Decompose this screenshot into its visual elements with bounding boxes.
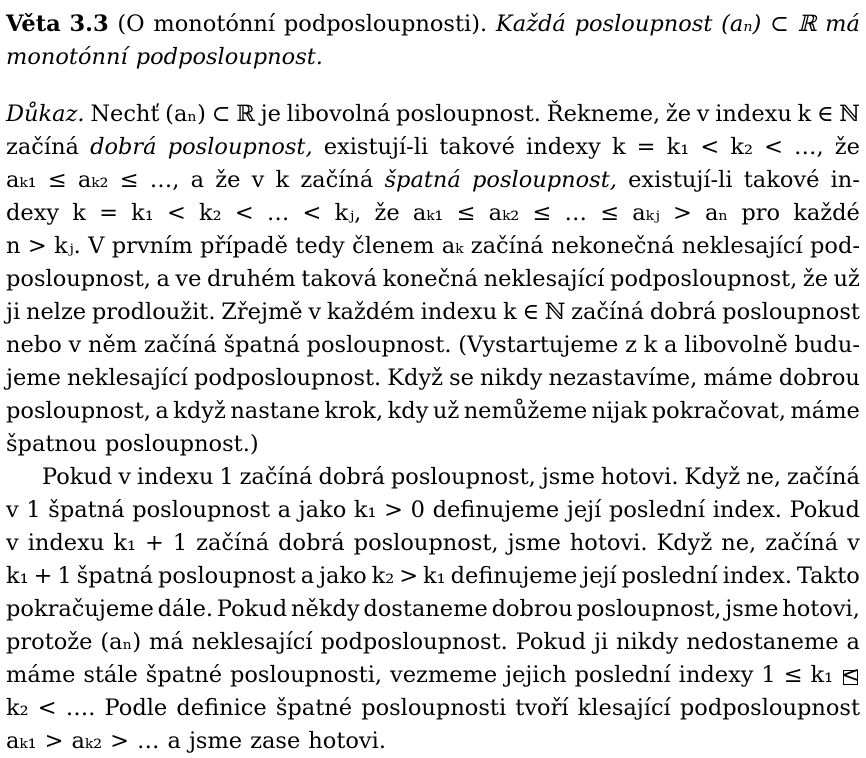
word: zase	[250, 728, 301, 754]
word: Pokud	[515, 629, 587, 655]
word: k	[611, 134, 626, 160]
word: ℝ	[236, 101, 255, 127]
word: ≤	[47, 167, 67, 193]
word: …,	[794, 134, 824, 160]
word: k	[643, 332, 658, 358]
word: indexy	[678, 662, 754, 688]
word: poslední	[574, 662, 671, 688]
word: nezastavíme,	[548, 365, 698, 391]
word: když	[173, 398, 226, 424]
word: posloupnosti	[361, 695, 507, 721]
proof-line	[6, 725, 860, 758]
theorem-statement	[6, 8, 860, 74]
word: Zřejmě	[221, 299, 303, 325]
word: špatné	[145, 662, 223, 688]
word: poslední	[608, 497, 706, 523]
word: má	[825, 11, 860, 37]
proof-line	[6, 296, 860, 329]
word: ⊂	[211, 101, 231, 127]
word: už	[432, 398, 460, 424]
word: monotónní	[153, 11, 276, 37]
word: máme	[6, 662, 76, 688]
word: existují-li	[323, 134, 429, 160]
word: k₁	[666, 134, 690, 160]
word: dále.	[157, 596, 214, 622]
proof-line	[6, 362, 860, 395]
word: máme	[790, 398, 860, 424]
word: k₂	[371, 563, 395, 589]
word: Pokud	[789, 497, 860, 523]
word: …	[266, 200, 290, 226]
proof-line	[6, 164, 860, 197]
word: a	[300, 563, 315, 589]
proof-line	[6, 461, 860, 494]
word: >	[44, 728, 64, 754]
word: V	[88, 233, 105, 259]
word: >	[110, 728, 130, 754]
word: definice	[176, 695, 267, 721]
word: ≤	[600, 200, 620, 226]
word: aₖ₁	[6, 728, 37, 754]
word: konečná	[382, 266, 479, 292]
word: Podle	[104, 695, 168, 721]
word: aₖ₁	[6, 167, 37, 193]
word: ≤	[783, 662, 803, 688]
word: posloupnosti,	[229, 662, 383, 688]
word: aₖ₁	[412, 200, 444, 226]
word: a	[277, 497, 292, 523]
proof-line	[6, 560, 860, 593]
word: takové	[439, 134, 515, 160]
proof-line	[6, 263, 860, 296]
word: nikdy	[616, 629, 679, 655]
word: začíná	[765, 530, 839, 556]
word: monotónní	[6, 44, 128, 70]
word: ℕ	[839, 101, 860, 127]
word: má	[149, 629, 184, 655]
theorem-line	[6, 41, 860, 74]
word: v	[6, 497, 19, 523]
word: indexy	[526, 134, 601, 160]
word: k	[72, 200, 86, 226]
word: aₖⱼ	[632, 200, 660, 226]
word: posloupnost,	[167, 134, 313, 160]
word: Řekneme,	[546, 101, 661, 127]
word: že	[834, 134, 860, 160]
word: <	[764, 134, 783, 160]
word: dobrá	[318, 464, 385, 490]
word: hotovi.	[600, 464, 679, 490]
word: ve	[175, 266, 202, 292]
word: dobrou	[778, 365, 860, 391]
word: jejich	[505, 662, 567, 688]
proof-paragraph-1	[6, 98, 860, 461]
word: klesající	[577, 695, 671, 721]
word: ≤	[119, 167, 139, 193]
proof-line	[6, 659, 860, 692]
word: aₖ₂	[77, 167, 109, 193]
word: posloupnost,	[6, 398, 151, 424]
word: kⱼ,	[334, 200, 362, 226]
word: špatná	[48, 497, 125, 523]
word: index.	[712, 497, 782, 523]
word: aₖ	[441, 233, 464, 259]
word: pokračujeme	[6, 596, 154, 622]
word: posloupnost,	[472, 167, 617, 193]
word: ≤	[456, 200, 476, 226]
word: in-	[830, 167, 860, 193]
word: posloupnost	[132, 497, 270, 523]
word: že	[802, 266, 829, 292]
word: k₂	[730, 134, 753, 160]
word: jeme	[6, 365, 61, 391]
qed-square-icon	[843, 670, 858, 685]
proof-line	[6, 329, 860, 362]
word: nastane	[230, 398, 321, 424]
word: jsme	[541, 464, 595, 490]
word: definujeme	[432, 497, 560, 523]
word: dobrá	[649, 299, 717, 325]
word: <	[841, 662, 860, 688]
word: existují-li	[628, 167, 733, 193]
word: a	[846, 629, 860, 655]
word: k₁	[113, 530, 136, 556]
proof-line	[6, 527, 860, 560]
word: Pokud	[216, 596, 288, 622]
word: <	[700, 134, 720, 160]
word: dobrou	[491, 596, 573, 622]
word: ℝ	[797, 11, 817, 37]
word: stále	[83, 662, 138, 688]
word: 1	[26, 497, 41, 523]
word: začíná	[786, 464, 860, 490]
word: index.	[722, 563, 792, 589]
word: v	[118, 464, 131, 490]
word: >	[399, 563, 419, 589]
word: a	[155, 398, 169, 424]
word: libovolně	[684, 332, 788, 358]
word: vezmeme	[390, 662, 498, 688]
word: taková	[301, 266, 378, 292]
proof-line	[6, 131, 860, 164]
word: k₁	[810, 662, 834, 688]
word: už	[833, 266, 860, 292]
word: hotovi.	[308, 728, 386, 754]
word: (O	[117, 11, 145, 37]
word: ….	[65, 695, 96, 721]
word: k	[797, 101, 812, 127]
word: ji	[593, 629, 609, 655]
word: posloupnost	[574, 11, 713, 37]
word: začíná	[571, 299, 645, 325]
word: …	[137, 728, 160, 754]
word: Každá	[495, 11, 566, 37]
word: dobrá	[90, 134, 157, 160]
word: poslední	[621, 563, 718, 589]
word: jsme	[725, 596, 779, 622]
word: ∈	[522, 299, 540, 325]
word: nekonečná	[551, 233, 675, 259]
word: v	[6, 530, 19, 556]
word: aₙ	[705, 200, 729, 226]
word: hotovi,	[782, 596, 860, 622]
word: a	[664, 332, 678, 358]
word: (aₙ)	[165, 101, 206, 127]
proof-document	[6, 8, 860, 758]
word: je	[260, 101, 281, 127]
word: 1	[761, 662, 776, 688]
word: indexu	[27, 530, 105, 556]
word: (aₙ)	[100, 629, 142, 655]
word: pod-	[810, 233, 860, 259]
word: protože	[6, 629, 93, 655]
word: k₁	[353, 497, 377, 523]
word: posloupnost.)	[104, 431, 259, 457]
word: někdy	[290, 596, 360, 622]
word: 1	[57, 563, 72, 589]
word: aₖ₂	[488, 200, 520, 226]
word: posloupnost,	[390, 464, 536, 490]
word: podposloupnosti).	[283, 11, 488, 37]
word: nemůžeme	[463, 398, 588, 424]
word: a	[190, 167, 205, 193]
word: nijak	[591, 398, 648, 424]
word: posloupnost,	[576, 596, 722, 622]
word: Věta	[6, 11, 61, 37]
word: její	[582, 563, 617, 589]
word: jsme	[188, 728, 243, 754]
word: nikdy	[480, 365, 543, 391]
word: členem	[352, 233, 435, 259]
word: neklesající	[681, 233, 803, 259]
word: …	[564, 200, 588, 226]
word: dexy	[6, 200, 60, 226]
word: začíná	[143, 332, 217, 358]
word: začíná	[470, 233, 544, 259]
word: kdy	[387, 398, 429, 424]
proof-line	[6, 626, 860, 659]
word: že	[374, 200, 400, 226]
word: indexu	[715, 101, 792, 127]
word: k₁	[423, 563, 446, 589]
word: >	[384, 497, 404, 523]
word: ne,	[746, 464, 782, 490]
word: Nechť	[90, 101, 160, 127]
spacer	[6, 74, 860, 98]
word: …,	[149, 167, 180, 193]
proof-line	[6, 593, 860, 626]
word: podposloupnost.	[193, 365, 382, 391]
word: špatná	[76, 563, 154, 589]
word: druhém	[206, 266, 296, 292]
word: máme	[703, 365, 773, 391]
word: se	[449, 365, 474, 391]
word: posloupnost.	[306, 332, 452, 358]
proof-line	[6, 98, 860, 131]
word: (aₙ)	[721, 11, 762, 37]
word: k	[275, 167, 290, 193]
word: hotovi.	[569, 530, 648, 556]
word: jako	[319, 563, 367, 589]
word: posloupnost,	[6, 266, 151, 292]
word: špatná	[384, 167, 461, 193]
word: dostaneme	[363, 596, 488, 622]
proof-line	[6, 428, 860, 461]
word: ∈	[816, 101, 834, 127]
word: krok,	[324, 398, 384, 424]
word: podposloupnost.	[320, 629, 508, 655]
word: neklesající	[483, 266, 605, 292]
word: aₖ₂	[71, 728, 103, 754]
word: podposloupnost,	[610, 266, 798, 292]
word: Když	[656, 530, 713, 556]
word: 1	[219, 464, 234, 490]
word: ℕ	[544, 299, 566, 325]
word: <	[166, 200, 186, 226]
word: ⊂	[770, 11, 789, 37]
proof-line	[6, 494, 860, 527]
word: <	[302, 200, 322, 226]
word: v	[68, 332, 82, 358]
word: prodloužit.	[91, 299, 216, 325]
proof-line	[6, 230, 860, 263]
word: k₂	[6, 695, 29, 721]
word: jsme	[507, 530, 561, 556]
word: podposloupnost.	[135, 44, 323, 70]
word: libovolná	[286, 101, 391, 127]
word: budu-	[794, 332, 860, 358]
word: začíná	[300, 167, 374, 193]
word: špatná	[223, 332, 300, 358]
word: <	[234, 200, 254, 226]
word: pro	[741, 200, 781, 226]
word: špatné	[275, 695, 353, 721]
word: posloupnost	[157, 563, 296, 589]
word: špatnou	[6, 431, 97, 457]
word: posloupnost,	[353, 530, 499, 556]
proof-line	[6, 197, 860, 230]
word: podposloupnost	[679, 695, 860, 721]
word: něm	[87, 332, 138, 358]
word: k₁	[6, 563, 29, 589]
word: dobrá	[278, 530, 345, 556]
word: n	[6, 233, 21, 259]
word: případě	[200, 233, 288, 259]
word: +	[33, 563, 53, 589]
word: jako	[298, 497, 347, 523]
word: 0	[410, 497, 425, 523]
word: k	[502, 299, 517, 325]
word: k₁	[131, 200, 154, 226]
word: každé	[793, 200, 860, 226]
word: k₂	[199, 200, 222, 226]
word: v	[308, 299, 322, 325]
word: v	[696, 101, 710, 127]
word: v	[847, 530, 860, 556]
word: definujeme	[450, 563, 578, 589]
word: v	[251, 167, 265, 193]
word: z	[625, 332, 637, 358]
word: >	[672, 200, 692, 226]
proof-line	[6, 395, 860, 428]
word: 3.3	[69, 11, 109, 37]
word: začíná	[6, 134, 79, 160]
word: neklesající	[67, 365, 188, 391]
word: neklesající	[191, 629, 313, 655]
word: Důkaz.	[6, 101, 85, 127]
word: (Vystartujeme	[458, 332, 619, 358]
word: pokračovat,	[651, 398, 787, 424]
word: nedostaneme	[686, 629, 839, 655]
word: <	[37, 695, 57, 721]
word: že	[665, 101, 692, 127]
word: ji	[6, 299, 21, 325]
word: Když	[684, 464, 741, 490]
word: posloupnost.	[396, 101, 541, 127]
word: že	[215, 167, 241, 193]
word: nebo	[6, 332, 62, 358]
word: kⱼ.	[54, 233, 81, 259]
word: Když	[387, 365, 444, 391]
proof-paragraph-2	[6, 461, 860, 758]
word: ≤	[532, 200, 552, 226]
word: posloupnost	[722, 299, 860, 325]
word: Pokud	[42, 464, 113, 490]
word: a	[167, 728, 181, 754]
word: začíná	[239, 464, 313, 490]
word: indexu	[136, 464, 214, 490]
word: +	[144, 530, 164, 556]
word: =	[636, 134, 656, 160]
word: 1	[172, 530, 188, 556]
word: tvoří	[515, 695, 569, 721]
word: indexu	[420, 299, 498, 325]
word: >	[27, 233, 47, 259]
word: a	[156, 266, 170, 292]
word: takové	[743, 167, 820, 193]
word: Takto	[796, 563, 860, 589]
word: ne,	[721, 530, 757, 556]
word: tedy	[295, 233, 345, 259]
word: začíná	[196, 530, 270, 556]
word: =	[99, 200, 118, 226]
word: nelze	[25, 299, 87, 325]
word: prvním	[111, 233, 193, 259]
word: každém	[326, 299, 415, 325]
word: její	[566, 497, 602, 523]
theorem-line	[6, 8, 860, 41]
